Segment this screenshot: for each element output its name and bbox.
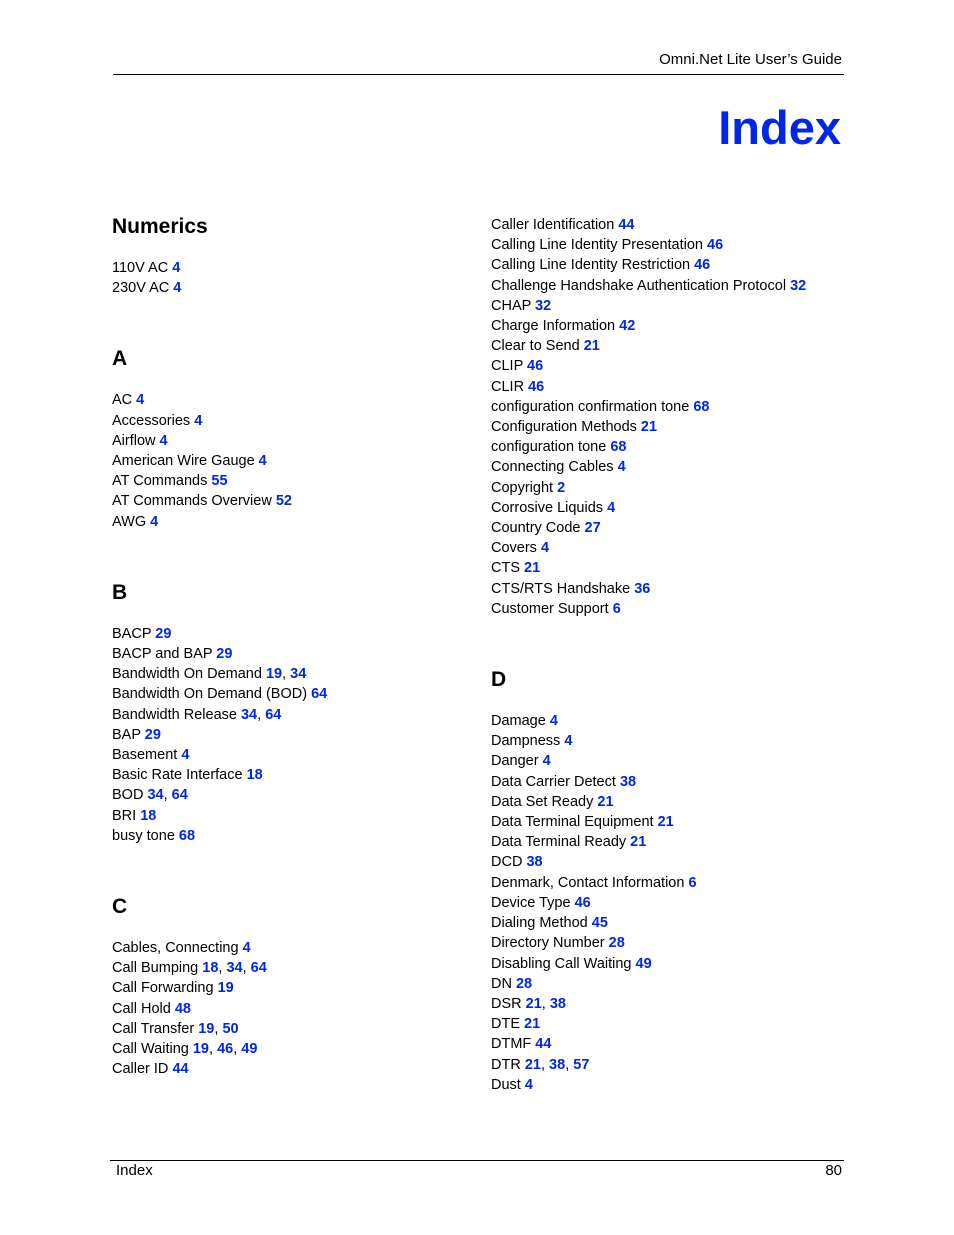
page-link[interactable]: 32 <box>790 277 807 294</box>
page-link[interactable]: 68 <box>178 827 196 844</box>
index-entry-term: Disabling Call Waiting <box>491 955 636 972</box>
index-entry-term: configuration tone <box>491 439 611 456</box>
section-heading: C <box>112 895 128 919</box>
index-entry-list <box>112 258 472 298</box>
index-entry-term: Dust <box>491 1076 525 1093</box>
page-link[interactable]: 4 <box>524 1076 533 1093</box>
page-link[interactable]: 4 <box>549 713 558 730</box>
running-header-guide-title: Omni.Net Lite User’s Guide <box>659 51 842 68</box>
page-link[interactable]: 21 <box>524 1016 541 1033</box>
index-entry <box>112 978 472 998</box>
page-link[interactable]: 46 <box>694 257 711 274</box>
index-column-right <box>491 215 851 1095</box>
index-entry-term: Call Forwarding <box>112 980 218 997</box>
index-entry <box>491 933 851 953</box>
index-entry-term: Denmark, Contact Information <box>491 874 689 891</box>
page-link[interactable]: 4 <box>540 540 550 557</box>
index-entry <box>491 235 851 255</box>
page-link[interactable]: 46 <box>527 358 544 375</box>
page-link[interactable]: 27 <box>584 520 601 537</box>
page-link[interactable]: 64 <box>265 706 282 723</box>
index-entry <box>491 336 851 356</box>
page-link[interactable]: 49 <box>635 955 652 972</box>
index-entry <box>112 451 472 471</box>
index-entry-term: Dampness <box>491 733 565 750</box>
footer-section-name: Index <box>116 1162 153 1179</box>
index-entry <box>491 954 851 974</box>
index-entry <box>491 711 851 731</box>
page-link[interactable]: 46 <box>574 894 591 911</box>
index-entry-term: Configuration Methods <box>491 419 641 436</box>
section-heading: D <box>491 668 507 692</box>
index-entry <box>112 411 472 431</box>
page-link[interactable]: 21 <box>583 338 600 355</box>
page-separator: , <box>218 960 227 977</box>
index-entry <box>491 873 851 893</box>
index-entry-term: Bandwidth On Demand <box>112 666 266 683</box>
index-entry <box>491 397 851 417</box>
index-entry-term: Calling Line Identity Presentation <box>491 237 708 254</box>
index-entry-term: DTR <box>491 1056 525 1073</box>
index-entry <box>491 437 851 457</box>
page-link[interactable]: 46 <box>217 1041 234 1058</box>
page-link[interactable]: 19 <box>217 980 234 997</box>
index-entry-term: CTS/RTS Handshake <box>491 580 635 597</box>
page-link[interactable]: 44 <box>535 1036 552 1053</box>
header-divider <box>113 74 844 75</box>
index-entry-term: DCD <box>491 854 527 871</box>
page-link[interactable]: 48 <box>174 1000 191 1017</box>
index-entry-term: Data Carrier Detect <box>491 773 620 790</box>
page-link[interactable]: 4 <box>617 459 626 476</box>
page-title: Index <box>718 101 841 154</box>
index-entry-term: DSR <box>491 995 526 1012</box>
index-entry-term: Challenge Handshake Authentication Protocol <box>491 277 791 294</box>
index-entry-term: Airflow <box>112 432 160 449</box>
index-entry <box>112 938 472 958</box>
index-entry <box>491 599 851 619</box>
page-link[interactable]: 29 <box>144 726 161 743</box>
index-entry <box>112 958 472 978</box>
page-separator: , <box>282 666 291 683</box>
index-entry <box>491 1034 851 1054</box>
index-entry <box>491 913 851 933</box>
index-entry-term: Data Terminal Ready <box>491 834 631 851</box>
page-link[interactable]: 28 <box>608 935 625 952</box>
index-entry-term: Covers <box>491 540 541 557</box>
page-link[interactable]: 32 <box>535 297 552 314</box>
index-entry-term: Call Waiting <box>112 1041 193 1058</box>
page-link[interactable]: 52 <box>275 493 292 510</box>
index-entry <box>491 377 851 397</box>
page-link[interactable]: 18 <box>246 767 263 784</box>
index-entry <box>491 215 851 235</box>
index-entry <box>112 826 472 846</box>
index-column-left <box>112 212 472 1079</box>
index-entry-term: Dialing Method <box>491 915 592 932</box>
index-entry-term: Data Set Ready <box>491 793 598 810</box>
index-section <box>112 212 472 298</box>
page-link[interactable]: 19 <box>265 666 283 683</box>
index-entry <box>491 792 851 812</box>
index-entry-term: BOD <box>112 787 148 804</box>
index-entry-term: American Wire Gauge <box>112 453 259 470</box>
index-entry-term: CLIR <box>491 378 529 395</box>
index-entry <box>491 457 851 477</box>
index-entry <box>112 664 472 684</box>
page-separator: , <box>233 1041 242 1058</box>
index-entry-term: BRI <box>112 807 141 824</box>
page-link[interactable]: 18 <box>202 960 219 977</box>
index-entry-term: Accessories <box>112 412 195 429</box>
index-entry <box>491 772 851 792</box>
index-entry <box>112 491 472 511</box>
page-link[interactable]: 57 <box>573 1056 590 1073</box>
page-link[interactable]: 64 <box>250 960 267 977</box>
index-entry <box>112 705 472 725</box>
page-link[interactable]: 44 <box>172 1061 189 1078</box>
index-entry-term: AWG <box>112 513 151 530</box>
index-section <box>112 344 472 531</box>
index-entry <box>491 1014 851 1034</box>
index-entry-term: AC <box>112 392 137 409</box>
index-entry-term: Charge Information <box>491 318 620 335</box>
index-entry <box>491 893 851 913</box>
page-link[interactable]: 21 <box>597 793 614 810</box>
page-link[interactable]: 6 <box>688 874 697 891</box>
page-link[interactable]: 64 <box>311 686 328 703</box>
index-entry-term: Damage <box>491 713 550 730</box>
index-section <box>112 892 472 1079</box>
page-link[interactable]: 29 <box>155 625 172 642</box>
index-entry-list <box>112 624 472 846</box>
page-link[interactable]: 50 <box>222 1020 239 1037</box>
page-link[interactable]: 4 <box>181 747 190 764</box>
index-entry-term: BACP and BAP <box>112 646 217 663</box>
index-entry-term: Customer Support <box>491 600 613 617</box>
index-entry-term: Basic Rate Interface <box>112 767 247 784</box>
index-entry-term: busy tone <box>112 827 179 844</box>
index-entry-term: CLIP <box>491 358 528 375</box>
index-entry <box>112 1059 472 1079</box>
index-entry <box>112 258 472 278</box>
index-entry-term: Calling Line Identity Restriction <box>491 257 695 274</box>
index-entry-term: Device Type <box>491 894 575 911</box>
page-link[interactable]: 21 <box>657 814 674 831</box>
index-entry-term: CTS <box>491 560 525 577</box>
page-link[interactable]: 21 <box>630 834 647 851</box>
page-link[interactable]: 21 <box>525 995 542 1012</box>
page-link[interactable]: 4 <box>150 513 159 530</box>
index-entry-term: DTMF <box>491 1036 536 1053</box>
index-entry <box>112 390 472 410</box>
page-link[interactable]: 38 <box>526 854 543 871</box>
page-link[interactable]: 21 <box>524 1056 541 1073</box>
index-entry <box>112 1039 472 1059</box>
index-entry-term: AT Commands Overview <box>112 493 276 510</box>
index-entry <box>491 974 851 994</box>
page-link[interactable]: 19 <box>192 1041 209 1058</box>
page-link[interactable]: 4 <box>136 392 145 409</box>
index-entry <box>491 276 851 296</box>
page-link[interactable]: 46 <box>707 237 724 254</box>
page-link[interactable]: 45 <box>591 915 608 932</box>
page-link[interactable]: 34 <box>240 706 258 723</box>
index-entry-term: Call Transfer <box>112 1020 199 1037</box>
index-entry <box>491 417 851 437</box>
page-link[interactable]: 4 <box>258 453 267 470</box>
page-separator: , <box>214 1020 223 1037</box>
index-entry <box>112 765 472 785</box>
index-entry <box>112 745 472 765</box>
index-entry-list <box>112 390 472 531</box>
page-link[interactable]: 46 <box>528 378 545 395</box>
section-heading: Numerics <box>112 215 208 238</box>
index-entry <box>112 644 472 664</box>
index-entry <box>112 684 472 704</box>
index-entry <box>491 1075 851 1095</box>
footer-page-number: 80 <box>825 1162 842 1179</box>
page-link[interactable]: 36 <box>634 580 651 597</box>
index-entry-term: Copyright <box>491 479 558 496</box>
index-entry-term: Connecting Cables <box>491 459 618 476</box>
section-heading: A <box>112 347 128 371</box>
index-entry-term: 110V AC <box>112 260 173 276</box>
page-link[interactable]: 55 <box>211 473 228 490</box>
page-link[interactable]: 29 <box>216 646 233 663</box>
index-entry-term: Basement <box>112 747 182 764</box>
index-entry <box>491 579 851 599</box>
index-entry <box>491 731 851 751</box>
index-entry <box>112 999 472 1019</box>
index-entry <box>491 356 851 376</box>
index-entry <box>491 751 851 771</box>
page-link[interactable]: 21 <box>640 419 658 436</box>
page-link[interactable]: 38 <box>549 1056 566 1073</box>
index-entry-term: Clear to Send <box>491 338 584 355</box>
index-entry-term: Call Bumping <box>112 960 203 977</box>
index-entry-term: BAP <box>112 726 145 743</box>
index-entry-term: Caller ID <box>112 1061 173 1078</box>
index-entry <box>491 1055 851 1075</box>
page-separator: , <box>257 706 266 723</box>
page-link[interactable]: 64 <box>171 787 188 804</box>
page-link[interactable]: 18 <box>140 807 157 824</box>
index-entry-term: configuration confirmation tone <box>491 398 694 415</box>
page-link[interactable]: 4 <box>242 940 251 957</box>
index-entry <box>112 512 472 532</box>
page-link[interactable]: 4 <box>542 753 551 770</box>
index-entry-term: Bandwidth On Demand (BOD) <box>112 686 312 703</box>
section-heading: B <box>112 580 128 604</box>
index-entry-term: AT Commands <box>112 473 212 490</box>
index-entry <box>491 538 851 558</box>
page-link[interactable]: 68 <box>693 398 710 415</box>
page-link[interactable]: 4 <box>172 260 181 276</box>
index-entry-term: DTE <box>491 1016 525 1033</box>
index-entry-term: Corrosive Liquids <box>491 499 608 516</box>
page-separator: , <box>540 1056 550 1073</box>
page-link[interactable]: 34 <box>147 787 164 804</box>
index-entry-term: BACP <box>112 625 156 642</box>
page-separator: , <box>565 1056 574 1073</box>
page-link[interactable]: 38 <box>549 995 566 1012</box>
index-entry-term: Bandwidth Release <box>112 706 241 723</box>
index-entry-list <box>112 938 472 1079</box>
index-entry <box>112 1019 472 1039</box>
index-entry-term: Call Hold <box>112 1000 175 1017</box>
index-entry-term: Caller Identification <box>491 217 619 233</box>
index-entry <box>491 255 851 275</box>
page-separator: , <box>541 995 550 1012</box>
page-link[interactable]: 44 <box>618 217 635 233</box>
index-section <box>112 578 472 846</box>
page-link[interactable]: 21 <box>524 560 541 577</box>
index-entry <box>491 478 851 498</box>
index-entry-list <box>491 215 851 619</box>
page-link[interactable]: 19 <box>198 1020 215 1037</box>
page-link[interactable]: 4 <box>607 499 616 516</box>
index-entry-term: 230V AC <box>112 280 174 297</box>
page-link[interactable]: 34 <box>226 960 243 977</box>
index-entry <box>491 994 851 1014</box>
index-entry-term: Cables, Connecting <box>112 940 243 957</box>
index-section <box>491 665 851 1095</box>
index-entry <box>112 806 472 826</box>
index-entry <box>112 725 472 745</box>
page-link[interactable]: 28 <box>515 975 533 992</box>
index-entry-term: Country Code <box>491 520 585 537</box>
page-link[interactable]: 4 <box>159 432 168 449</box>
footer-divider <box>110 1160 844 1161</box>
index-entry <box>491 832 851 852</box>
page-link[interactable]: 49 <box>241 1041 258 1058</box>
index-section <box>491 215 851 619</box>
index-entry <box>491 812 851 832</box>
page-separator: , <box>163 787 172 804</box>
page-separator: , <box>209 1041 218 1058</box>
index-entry <box>491 518 851 538</box>
index-entry <box>112 785 472 805</box>
index-entry <box>491 558 851 578</box>
index-entry <box>491 852 851 872</box>
page-separator: , <box>242 960 251 977</box>
index-entry-term: Data Terminal Equipment <box>491 814 658 831</box>
page-link[interactable]: 4 <box>173 280 182 297</box>
page-link[interactable]: 4 <box>194 412 203 429</box>
index-entry-term: DN <box>491 975 516 992</box>
page-link[interactable]: 2 <box>557 479 566 496</box>
index-entry <box>112 431 472 451</box>
index-entry-term: Directory Number <box>491 935 609 952</box>
index-entry-term: Danger <box>491 753 543 770</box>
page-link[interactable]: 38 <box>619 773 637 790</box>
page-link[interactable]: 4 <box>564 733 573 750</box>
page-link[interactable]: 6 <box>612 600 621 617</box>
index-entry <box>112 624 472 644</box>
index-entry <box>491 296 851 316</box>
index-entry-list <box>491 711 851 1095</box>
index-entry <box>491 498 851 518</box>
page-link[interactable]: 68 <box>610 439 627 456</box>
page-link[interactable]: 34 <box>290 666 307 683</box>
index-entry <box>112 278 472 298</box>
index-entry <box>491 316 851 336</box>
page-link[interactable]: 42 <box>619 318 636 335</box>
index-entry-term: CHAP <box>491 297 536 314</box>
index-entry <box>112 471 472 491</box>
